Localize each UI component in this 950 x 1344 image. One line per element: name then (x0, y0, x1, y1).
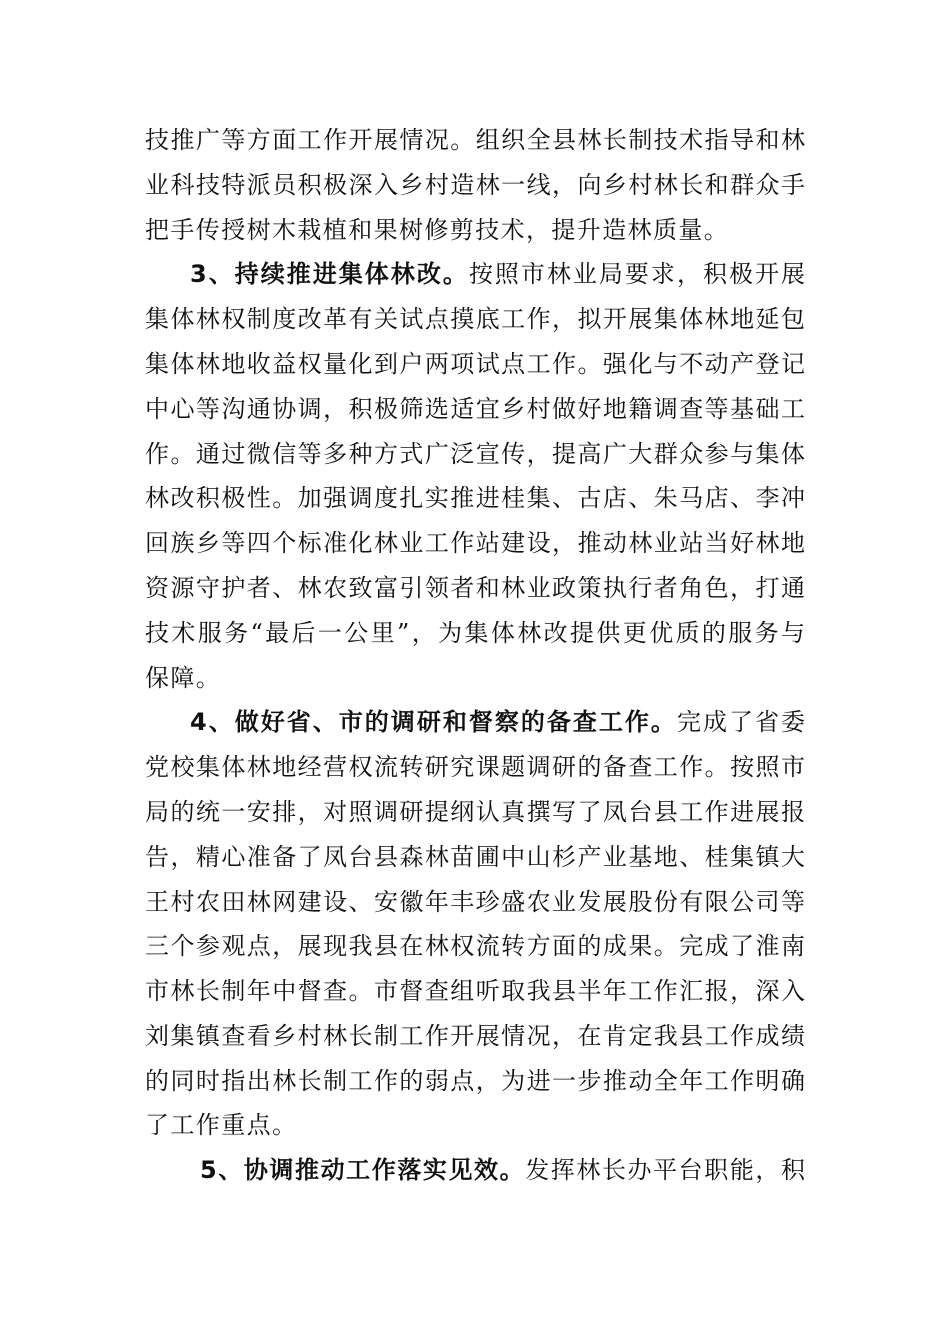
section-5-first-line (200, 1148, 805, 1192)
section-3-lead-text: 按照市林业局要求，积极开展 (468, 260, 805, 288)
text-line: 技推广等方面工作开展情况。组织全县林长制技术指导和林 (145, 126, 805, 154)
section-5-heading: 5、协调推动工作落实见效。 (200, 1156, 526, 1184)
section-4-heading: 4、做好省、市的调研和督察的备查工作。 (190, 708, 677, 736)
text-line: 刘集镇查看乡村林长制工作开展情况，在肯定我县工作成绩 (145, 1022, 805, 1050)
text-line: 保障。 (145, 664, 222, 692)
text-line: 把手传授树木栽植和果树修剪技术，提升造林质量。 (145, 216, 730, 244)
text-line: 党校集体林地经营权流转研究课题调研的备查工作。按照市 (145, 753, 805, 781)
text-line: 告，精心准备了凤台县森林苗圃中山杉产业基地、桂集镇大 (145, 843, 805, 871)
text-line: 林改积极性。加强调度扎实推进桂集、古店、朱马店、李冲 (145, 484, 805, 512)
section-3-heading: 3、持续推进集体林改。 (190, 260, 469, 288)
text-line: 作。通过微信等多种方式广泛宣传，提高广大群众参与集体 (145, 440, 805, 468)
text-line: 了工作重点。 (145, 1111, 298, 1139)
text-line: 局的统一安排，对照调研提纲认真撰写了凤台县工作进展报 (145, 798, 805, 826)
section-3-first-line (190, 252, 805, 296)
text-line: 集体林地收益权量化到户两项试点工作。强化与不动产登记 (145, 350, 805, 378)
section-5-lead-text: 发挥林长办平台职能，积 (525, 1156, 805, 1184)
section-4-lead-text: 完成了省委 (676, 708, 806, 736)
text-line: 王村农田林网建设、安徽年丰珍盛农业发展股份有限公司等 (145, 888, 805, 916)
text-line: 资源守护者、林农致富引领者和林业政策执行者角色，打通 (145, 574, 805, 602)
text-line: 的同时指出林长制工作的弱点，为进一步推动全年工作明确 (145, 1067, 805, 1095)
text-line: 回族乡等四个标准化林业工作站建设，推动林业站当好林地 (145, 529, 805, 557)
text-line: 技术服务“最后一公里”，为集体林改提供更优质的服务与 (145, 619, 805, 647)
text-line: 三个参观点，展现我县在林权流转方面的成果。完成了淮南 (145, 932, 805, 960)
text-line: 市林长制年中督查。市督查组听取我县半年工作汇报，深入 (145, 977, 805, 1005)
section-4-first-line (190, 700, 805, 744)
text-line: 业科技特派员积极深入乡村造林一线，向乡村林长和群众手 (145, 171, 805, 199)
text-line: 集体林权制度改革有关试点摸底工作，拟开展集体林地延包 (145, 305, 805, 333)
text-line: 中心等沟通协调，积极筛选适宜乡村做好地籍调查等基础工 (145, 395, 805, 423)
